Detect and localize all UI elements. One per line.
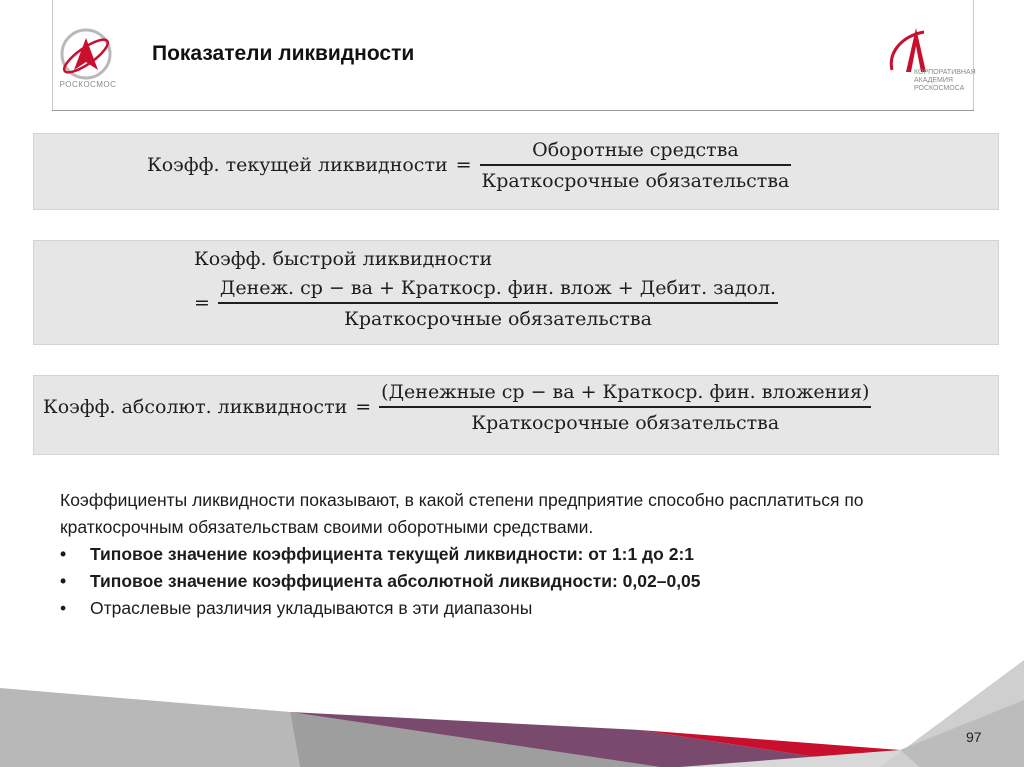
frame-line-right — [973, 0, 974, 110]
formula-denominator: Краткосрочные обязательства — [481, 169, 790, 192]
formula-lhs: Коэфф. абсолют. ликвидности — [43, 396, 348, 419]
formula-box-quick-liquidity — [33, 240, 999, 345]
absolute-liquidity-formula — [43, 381, 871, 434]
academy-caption-line: РОСКОСМОСА — [914, 85, 965, 92]
list-item-text: Отраслевые различия укладываются в эти диапазоны — [90, 598, 533, 618]
formula-denominator: Краткосрочные обязательства — [471, 411, 780, 434]
page-number: 97 — [966, 729, 982, 745]
fraction — [379, 381, 871, 434]
intro-paragraph: Коэффициенты ликвидности показывают, в какой степени предприятие способно расплатиться по краткосрочным обязательствам своими оборотными средствами. — [60, 490, 864, 537]
formula-numerator: Оборотные средства — [532, 139, 739, 161]
formula-denominator: Краткосрочные обязательства — [344, 307, 652, 330]
formula-box-absolute-liquidity — [33, 375, 999, 455]
bullet-marker: • — [60, 544, 67, 564]
list-item — [60, 595, 960, 622]
formula-numerator: (Денежные ср − ва + Краткоср. фин. вложения) — [381, 381, 870, 403]
formula-lhs: Коэфф. быстрой ликвидности — [194, 248, 493, 270]
page-title: Показатели ликвидности — [152, 42, 415, 65]
list-item-text: Типовое значение коэффициента абсолютной ликвидности: 0,02–0,05 — [90, 571, 701, 591]
equals-sign: = — [194, 292, 210, 315]
roscosmos-logo-caption: РОСКОСМОС — [59, 80, 117, 89]
list-item — [60, 541, 960, 568]
academy-caption-line: АКАДЕМИЯ — [914, 77, 953, 84]
list-item-text: Типовое значение коэффициента текущей ликвидности: от 1:1 до 2:1 — [90, 544, 694, 564]
equals-sign: = — [355, 396, 372, 419]
bullet-marker: • — [60, 598, 67, 618]
equals-sign: = — [455, 154, 472, 177]
academy-caption-line: КОРПОРАТИВНАЯ — [914, 69, 976, 76]
quick-liquidity-formula — [194, 277, 778, 330]
formula-numerator: Денеж. ср − ва + Краткоср. фин. влож + Дебит. задол. — [219, 277, 777, 299]
body-text — [60, 487, 960, 622]
formula-box-current-liquidity — [33, 133, 999, 210]
footer-decoration — [0, 640, 1024, 767]
bullet-list — [60, 541, 960, 622]
formula-lhs: Коэфф. текущей ликвидности — [147, 154, 448, 177]
current-liquidity-formula — [147, 139, 791, 192]
header-divider — [52, 110, 974, 111]
fraction — [480, 139, 792, 192]
bullet-marker: • — [60, 571, 67, 591]
list-item — [60, 568, 960, 595]
frame-line-left — [52, 0, 53, 110]
academy-logo-caption — [914, 69, 984, 93]
fraction — [218, 277, 778, 330]
